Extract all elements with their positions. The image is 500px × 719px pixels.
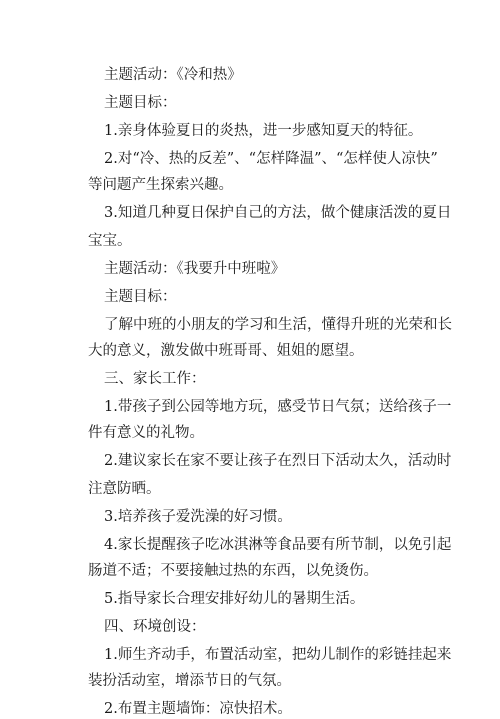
text-line: 1.亲身体验夏日的炎热，进一步感知夏天的特征。 — [104, 123, 423, 139]
text-line: 2.布置主题墙饰：凉快招术。 — [104, 701, 292, 717]
text-line: 四、环境创设： — [104, 619, 206, 635]
text-line: 宝宝。 — [88, 233, 132, 249]
text-line: 了解中班的小朋友的学习和生活，懂得升班的光荣和长 — [104, 317, 452, 333]
text-line: 3.培养孩子爱洗澡的好习惯。 — [104, 509, 292, 525]
text-line: 等问题产生探索兴趣。 — [88, 177, 233, 193]
text-line: 三、家长工作： — [104, 371, 206, 387]
text-line: 1.带孩子到公园等地方玩，感受节日气氛；送给孩子一 — [104, 399, 452, 415]
text-line: 主题目标： — [104, 289, 177, 305]
text-line: 2.建议家长在家不要让孩子在烈日下活动太久，活动时 — [104, 453, 452, 469]
text-line: 件有意义的礼物。 — [88, 425, 204, 441]
text-line: 2.对“冷、热的反差”、“怎样降温”、“怎样使人凉快” — [104, 151, 438, 167]
text-line: 肠道不适；不要接触过热的东西，以免烫伤。 — [88, 563, 378, 579]
text-line: 装扮活动室，增添节日的气氛。 — [88, 673, 291, 689]
text-line: 5.指导家长合理安排好幼儿的暑期生活。 — [104, 591, 365, 607]
text-line: 主题目标： — [104, 95, 177, 111]
text-line: 主题活动：《我要升中班啦》 — [104, 261, 286, 277]
text-line: 4.家长提醒孩子吃冰淇淋等食品要有所节制，以免引起 — [104, 537, 452, 553]
text-line: 主题活动：《冷和热》 — [104, 67, 242, 83]
text-line: 3.知道几种夏日保护自己的方法，做个健康活泼的夏日 — [104, 205, 452, 221]
text-line: 1.师生齐动手，布置活动室，把幼儿制作的彩链挂起来 — [104, 647, 452, 663]
text-line: 注意防晒。 — [88, 481, 161, 497]
text-line: 大的意义，激发做中班哥哥、姐姐的愿望。 — [88, 343, 364, 359]
